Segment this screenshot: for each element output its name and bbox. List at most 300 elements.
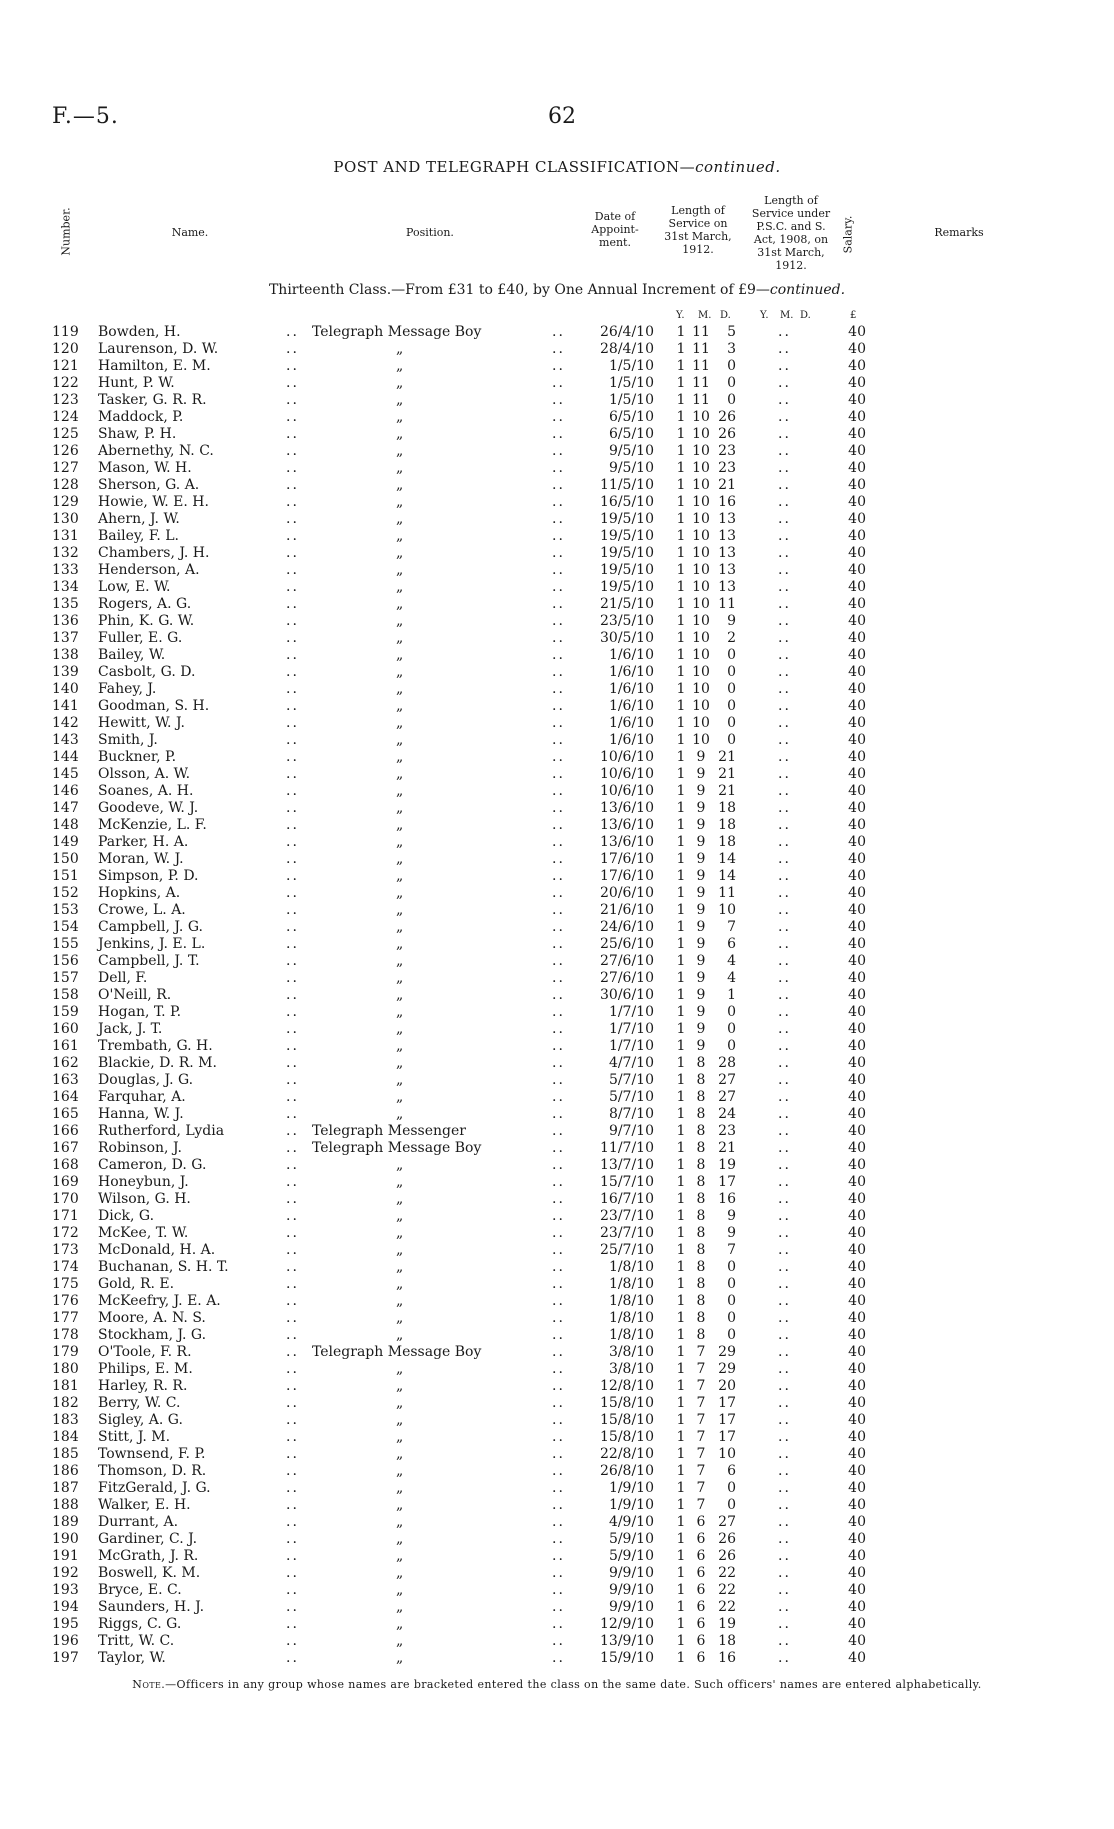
- row-number: 121: [52, 358, 79, 374]
- service-months: 11: [692, 341, 710, 357]
- service-days: 23: [718, 1123, 736, 1139]
- row-number: 143: [52, 732, 79, 748]
- appointment-date: 15/8/10: [600, 1429, 654, 1445]
- officer-position: „: [396, 970, 404, 986]
- leader-dots: ..: [286, 1055, 299, 1071]
- officer-name: Sherson, G. A.: [98, 477, 200, 493]
- table-row: [0, 460, 1114, 477]
- table-row: [0, 1106, 1114, 1123]
- officer-name: Fuller, E. G.: [98, 630, 183, 646]
- service-years: 1: [676, 375, 686, 391]
- officer-name: Harley, R. R.: [98, 1378, 188, 1394]
- service-days: 23: [718, 460, 736, 476]
- service-years: 1: [676, 1038, 686, 1054]
- service-months: 6: [696, 1599, 706, 1615]
- service-days: 22: [718, 1565, 736, 1581]
- leader-dots: ..: [552, 902, 565, 918]
- salary-value: 40: [848, 664, 866, 680]
- leader-dots: ..: [552, 1395, 565, 1411]
- leader-dots: ..: [286, 800, 299, 816]
- officer-position: „: [396, 1174, 404, 1190]
- row-number: 197: [52, 1650, 79, 1666]
- service-days: 0: [727, 1038, 736, 1054]
- salary-value: 40: [848, 970, 866, 986]
- salary-value: 40: [848, 1004, 866, 1020]
- row-number: 188: [52, 1497, 79, 1513]
- row-number: 153: [52, 902, 79, 918]
- leader-dots: ..: [552, 494, 565, 510]
- salary-value: 40: [848, 1327, 866, 1343]
- table-row: [0, 698, 1114, 715]
- leader-dots: ..: [286, 1259, 299, 1275]
- appointment-date: 9/9/10: [608, 1582, 654, 1598]
- salary-value: 40: [848, 1412, 866, 1428]
- service-days: 17: [718, 1429, 736, 1445]
- unit-days-psc: D.: [800, 310, 811, 321]
- leader-dots: ..: [778, 919, 791, 935]
- appointment-date: 1/7/10: [608, 1004, 654, 1020]
- appointment-date: 9/7/10: [608, 1123, 654, 1139]
- table-row: [0, 1225, 1114, 1242]
- leader-dots: ..: [552, 1650, 565, 1666]
- officer-name: Riggs, C. G.: [98, 1616, 182, 1632]
- service-months: 10: [692, 409, 710, 425]
- appointment-date: 10/6/10: [600, 766, 654, 782]
- salary-value: 40: [848, 341, 866, 357]
- service-days: 21: [718, 766, 736, 782]
- service-years: 1: [676, 1344, 686, 1360]
- officer-position: „: [396, 579, 404, 595]
- salary-value: 40: [848, 868, 866, 884]
- leader-dots: ..: [778, 375, 791, 391]
- leader-dots: ..: [778, 1650, 791, 1666]
- table-row: [0, 1429, 1114, 1446]
- appointment-date: 1/6/10: [608, 681, 654, 697]
- leader-dots: ..: [286, 324, 299, 340]
- service-years: 1: [676, 494, 686, 510]
- row-number: 133: [52, 562, 79, 578]
- officer-position: „: [396, 1259, 404, 1275]
- leader-dots: ..: [552, 970, 565, 986]
- leader-dots: ..: [286, 1599, 299, 1615]
- table-row: [0, 1514, 1114, 1531]
- service-years: 1: [676, 392, 686, 408]
- officer-name: Simpson, P. D.: [98, 868, 199, 884]
- unit-years-psc: Y.: [760, 310, 769, 321]
- officer-name: Casbolt, G. D.: [98, 664, 196, 680]
- title-continued: continued.: [695, 158, 781, 176]
- service-days: 21: [718, 749, 736, 765]
- officer-name: Moore, A. N. S.: [98, 1310, 206, 1326]
- salary-value: 40: [848, 1021, 866, 1037]
- service-days: 0: [727, 732, 736, 748]
- leader-dots: ..: [778, 766, 791, 782]
- service-months: 9: [696, 766, 706, 782]
- leader-dots: ..: [552, 1021, 565, 1037]
- table-row: [0, 494, 1114, 511]
- leader-dots: ..: [552, 1004, 565, 1020]
- column-header-remarks: Remarks: [934, 226, 984, 239]
- leader-dots: ..: [552, 460, 565, 476]
- service-months: 10: [692, 460, 710, 476]
- leader-dots: ..: [552, 1242, 565, 1258]
- leader-dots: ..: [286, 1463, 299, 1479]
- appointment-date: 6/5/10: [608, 409, 654, 425]
- service-years: 1: [676, 460, 686, 476]
- leader-dots: ..: [778, 851, 791, 867]
- service-years: 1: [676, 528, 686, 544]
- salary-value: 40: [848, 953, 866, 969]
- appointment-date: 13/6/10: [600, 817, 654, 833]
- officer-position: „: [396, 1378, 404, 1394]
- salary-value: 40: [848, 630, 866, 646]
- service-months: 8: [696, 1174, 706, 1190]
- service-months: 10: [692, 681, 710, 697]
- officer-position: „: [396, 783, 404, 799]
- leader-dots: ..: [778, 885, 791, 901]
- appointment-date: 15/8/10: [600, 1395, 654, 1411]
- salary-value: 40: [848, 1293, 866, 1309]
- salary-value: 40: [848, 1072, 866, 1088]
- leader-dots: ..: [778, 1582, 791, 1598]
- row-number: 159: [52, 1004, 79, 1020]
- leader-dots: ..: [552, 715, 565, 731]
- officer-position: „: [396, 409, 404, 425]
- officer-name: Buchanan, S. H. T.: [98, 1259, 229, 1275]
- leader-dots: ..: [778, 1259, 791, 1275]
- service-months: 8: [696, 1208, 706, 1224]
- service-days: 13: [718, 579, 736, 595]
- service-days: 1: [727, 987, 736, 1003]
- row-number: 190: [52, 1531, 79, 1547]
- leader-dots: ..: [286, 1123, 299, 1139]
- service-months: 6: [696, 1616, 706, 1632]
- table-row: [0, 1021, 1114, 1038]
- leader-dots: ..: [286, 426, 299, 442]
- leader-dots: ..: [552, 1412, 565, 1428]
- service-years: 1: [676, 1021, 686, 1037]
- leader-dots: ..: [778, 511, 791, 527]
- officer-position: „: [396, 1089, 404, 1105]
- leader-dots: ..: [552, 1140, 565, 1156]
- leader-dots: ..: [286, 511, 299, 527]
- service-days: 0: [727, 681, 736, 697]
- salary-value: 40: [848, 1446, 866, 1462]
- officer-name: Tritt, W. C.: [98, 1633, 175, 1649]
- row-number: 137: [52, 630, 79, 646]
- officer-position: „: [396, 1004, 404, 1020]
- officer-position: „: [396, 1480, 404, 1496]
- service-months: 10: [692, 477, 710, 493]
- appointment-date: 24/6/10: [600, 919, 654, 935]
- service-months: 7: [696, 1378, 706, 1394]
- service-years: 1: [676, 1055, 686, 1071]
- row-number: 129: [52, 494, 79, 510]
- leader-dots: ..: [552, 528, 565, 544]
- leader-dots: ..: [286, 477, 299, 493]
- service-years: 1: [676, 919, 686, 935]
- officer-name: Dick, G.: [98, 1208, 155, 1224]
- leader-dots: ..: [778, 358, 791, 374]
- officer-position: „: [396, 375, 404, 391]
- leader-dots: ..: [778, 1514, 791, 1530]
- appointment-date: 1/8/10: [608, 1293, 654, 1309]
- service-months: 8: [696, 1327, 706, 1343]
- service-days: 0: [727, 1327, 736, 1343]
- service-days: 0: [727, 664, 736, 680]
- officer-name: Hopkins, A.: [98, 885, 181, 901]
- service-days: 4: [727, 953, 736, 969]
- table-row: [0, 324, 1114, 341]
- row-number: 123: [52, 392, 79, 408]
- service-days: 21: [718, 477, 736, 493]
- leader-dots: ..: [778, 443, 791, 459]
- officer-position: „: [396, 1599, 404, 1615]
- table-row: [0, 1038, 1114, 1055]
- appointment-date: 21/6/10: [600, 902, 654, 918]
- service-years: 1: [676, 1650, 686, 1666]
- table-row: [0, 1140, 1114, 1157]
- salary-value: 40: [848, 528, 866, 544]
- leader-dots: ..: [286, 698, 299, 714]
- officer-name: Moran, W. J.: [98, 851, 184, 867]
- appointment-date: 19/5/10: [600, 528, 654, 544]
- service-years: 1: [676, 1225, 686, 1241]
- column-header-salary-label: Salary.: [841, 215, 855, 254]
- row-number: 196: [52, 1633, 79, 1649]
- service-days: 13: [718, 511, 736, 527]
- column-header-length-psc: Length of Service under P.S.C. and S. Act, 1908, on 31st March, 1912.: [751, 194, 831, 272]
- service-years: 1: [676, 1633, 686, 1649]
- salary-value: 40: [848, 783, 866, 799]
- table-row: [0, 477, 1114, 494]
- leader-dots: ..: [778, 1123, 791, 1139]
- appointment-date: 21/5/10: [600, 596, 654, 612]
- officer-name: Douglas, J. G.: [98, 1072, 194, 1088]
- service-years: 1: [676, 1191, 686, 1207]
- service-days: 21: [718, 783, 736, 799]
- service-years: 1: [676, 715, 686, 731]
- service-days: 7: [727, 919, 736, 935]
- service-months: 10: [692, 494, 710, 510]
- table-row: [0, 443, 1114, 460]
- leader-dots: ..: [778, 868, 791, 884]
- leader-dots: ..: [286, 1412, 299, 1428]
- officer-name: McKeefry, J. E. A.: [98, 1293, 221, 1309]
- officer-name: Low, E. W.: [98, 579, 171, 595]
- appointment-date: 11/7/10: [600, 1140, 654, 1156]
- row-number: 148: [52, 817, 79, 833]
- officer-position: „: [396, 1225, 404, 1241]
- officer-name: McKee, T. W.: [98, 1225, 189, 1241]
- appointment-date: 25/6/10: [600, 936, 654, 952]
- leader-dots: ..: [778, 1021, 791, 1037]
- leader-dots: ..: [286, 1072, 299, 1088]
- leader-dots: ..: [286, 545, 299, 561]
- leader-dots: ..: [552, 647, 565, 663]
- leader-dots: ..: [778, 1174, 791, 1190]
- officer-name: Hanna, W. J.: [98, 1106, 184, 1122]
- row-number: 194: [52, 1599, 79, 1615]
- leader-dots: ..: [286, 1293, 299, 1309]
- salary-value: 40: [848, 1514, 866, 1530]
- officer-name: Rutherford, Lydia: [98, 1123, 225, 1139]
- service-months: 7: [696, 1412, 706, 1428]
- leader-dots: ..: [552, 1072, 565, 1088]
- service-months: 6: [696, 1650, 706, 1666]
- appointment-date: 1/9/10: [608, 1497, 654, 1513]
- officer-name: Soanes, A. H.: [98, 783, 194, 799]
- officer-name: Jack, J. T.: [98, 1021, 163, 1037]
- leader-dots: ..: [286, 1395, 299, 1411]
- service-months: 8: [696, 1259, 706, 1275]
- officer-position: „: [396, 1106, 404, 1122]
- service-months: 11: [692, 392, 710, 408]
- service-months: 6: [696, 1582, 706, 1598]
- service-years: 1: [676, 579, 686, 595]
- service-days: 18: [718, 1633, 736, 1649]
- row-number: 167: [52, 1140, 79, 1156]
- table-row: [0, 1548, 1114, 1565]
- salary-value: 40: [848, 919, 866, 935]
- appointment-date: 27/6/10: [600, 953, 654, 969]
- service-months: 9: [696, 834, 706, 850]
- salary-value: 40: [848, 817, 866, 833]
- officer-position: „: [396, 749, 404, 765]
- appointment-date: 19/5/10: [600, 579, 654, 595]
- appointment-date: 3/8/10: [608, 1344, 654, 1360]
- page-number: 62: [548, 104, 576, 129]
- officer-name: Maddock, P.: [98, 409, 184, 425]
- service-months: 7: [696, 1497, 706, 1513]
- officer-name: Gardiner, C. J.: [98, 1531, 198, 1547]
- leader-dots: ..: [286, 392, 299, 408]
- row-number: 131: [52, 528, 79, 544]
- row-number: 170: [52, 1191, 79, 1207]
- service-days: 29: [718, 1344, 736, 1360]
- leader-dots: ..: [552, 1463, 565, 1479]
- service-days: 29: [718, 1361, 736, 1377]
- appointment-date: 28/4/10: [600, 341, 654, 357]
- salary-value: 40: [848, 613, 866, 629]
- officer-name: Ahern, J. W.: [98, 511, 180, 527]
- table-row: [0, 1582, 1114, 1599]
- appointment-date: 5/7/10: [608, 1089, 654, 1105]
- officer-name: Rogers, A. G.: [98, 596, 192, 612]
- leader-dots: ..: [552, 1055, 565, 1071]
- leader-dots: ..: [286, 1276, 299, 1292]
- service-days: 19: [718, 1616, 736, 1632]
- service-months: 7: [696, 1429, 706, 1445]
- table-row: [0, 1259, 1114, 1276]
- leader-dots: ..: [552, 1208, 565, 1224]
- service-months: 8: [696, 1157, 706, 1173]
- row-number: 171: [52, 1208, 79, 1224]
- leader-dots: ..: [552, 630, 565, 646]
- class-heading-text: Thirteenth Class.—From £31 to £40, by One Annual Increment of £9—: [268, 282, 770, 298]
- leader-dots: ..: [552, 1378, 565, 1394]
- service-days: 2: [727, 630, 736, 646]
- service-months: 10: [692, 562, 710, 578]
- service-days: 17: [718, 1412, 736, 1428]
- table-row: [0, 630, 1114, 647]
- leader-dots: ..: [552, 443, 565, 459]
- service-days: 16: [718, 494, 736, 510]
- appointment-date: 27/6/10: [600, 970, 654, 986]
- leader-dots: ..: [552, 1089, 565, 1105]
- salary-value: 40: [848, 885, 866, 901]
- table-row: [0, 885, 1114, 902]
- service-years: 1: [676, 1582, 686, 1598]
- row-number: 169: [52, 1174, 79, 1190]
- service-days: 0: [727, 1293, 736, 1309]
- service-days: 24: [718, 1106, 736, 1122]
- officer-position: „: [396, 868, 404, 884]
- service-months: 10: [692, 664, 710, 680]
- service-years: 1: [676, 1293, 686, 1309]
- service-months: 9: [696, 885, 706, 901]
- appointment-date: 13/7/10: [600, 1157, 654, 1173]
- service-days: 21: [718, 1140, 736, 1156]
- table-row: [0, 1446, 1114, 1463]
- row-number: 191: [52, 1548, 79, 1564]
- table-row: [0, 1310, 1114, 1327]
- officer-position: „: [396, 1327, 404, 1343]
- service-years: 1: [676, 987, 686, 1003]
- officer-position: „: [396, 834, 404, 850]
- service-months: 8: [696, 1242, 706, 1258]
- leader-dots: ..: [286, 715, 299, 731]
- leader-dots: ..: [286, 868, 299, 884]
- leader-dots: ..: [778, 953, 791, 969]
- officer-name: Stockham, J. G.: [98, 1327, 207, 1343]
- leader-dots: ..: [552, 1174, 565, 1190]
- officer-position: „: [396, 630, 404, 646]
- officer-position: „: [396, 987, 404, 1003]
- officer-position: Telegraph Message Boy: [312, 324, 482, 340]
- table-row: [0, 579, 1114, 596]
- officer-position: „: [396, 392, 404, 408]
- leader-dots: ..: [552, 1633, 565, 1649]
- service-months: 10: [692, 715, 710, 731]
- service-years: 1: [676, 477, 686, 493]
- service-months: 9: [696, 1038, 706, 1054]
- row-number: 166: [52, 1123, 79, 1139]
- leader-dots: ..: [778, 1208, 791, 1224]
- officer-name: Stitt, J. M.: [98, 1429, 171, 1445]
- table-row: [0, 409, 1114, 426]
- row-number: 165: [52, 1106, 79, 1122]
- service-months: 6: [696, 1514, 706, 1530]
- service-months: 8: [696, 1123, 706, 1139]
- appointment-date: 16/7/10: [600, 1191, 654, 1207]
- service-years: 1: [676, 545, 686, 561]
- service-days: 14: [718, 851, 736, 867]
- leader-dots: ..: [286, 1531, 299, 1547]
- appointment-date: 1/9/10: [608, 1480, 654, 1496]
- service-months: 8: [696, 1089, 706, 1105]
- officer-position: „: [396, 341, 404, 357]
- table-row: [0, 1565, 1114, 1582]
- service-years: 1: [676, 1531, 686, 1547]
- leader-dots: ..: [778, 409, 791, 425]
- table-row: [0, 1089, 1114, 1106]
- service-months: 11: [692, 324, 710, 340]
- officer-position: „: [396, 1038, 404, 1054]
- appointment-date: 1/6/10: [608, 732, 654, 748]
- service-days: 13: [718, 528, 736, 544]
- leader-dots: ..: [286, 919, 299, 935]
